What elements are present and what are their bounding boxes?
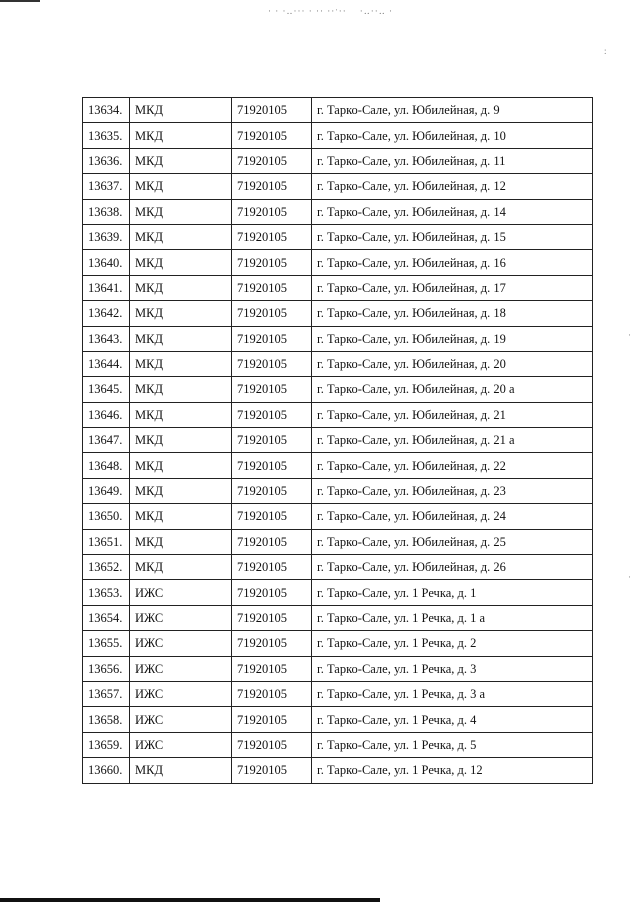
table-row bbox=[83, 681, 593, 706]
row-number-cell: 13647. bbox=[83, 428, 130, 453]
address-cell: г. Тарко-Сале, ул. Юбилейная, д. 23 bbox=[312, 478, 593, 503]
table-row bbox=[83, 351, 593, 376]
row-number-cell: 13645. bbox=[83, 377, 130, 402]
row-number-cell: 13639. bbox=[83, 224, 130, 249]
building-type-cell: МКД bbox=[130, 402, 232, 427]
row-number-cell: 13643. bbox=[83, 326, 130, 351]
scan-artifact: · bbox=[628, 572, 631, 582]
address-cell: г. Тарко-Сале, ул. Юбилейная, д. 18 bbox=[312, 301, 593, 326]
oktmo-code-cell: 71920105 bbox=[232, 428, 312, 453]
table-row bbox=[83, 555, 593, 580]
scan-artifact: : bbox=[604, 46, 607, 56]
table-row bbox=[83, 504, 593, 529]
oktmo-code-cell: 71920105 bbox=[232, 199, 312, 224]
building-type-cell: МКД bbox=[130, 453, 232, 478]
oktmo-code-cell: 71920105 bbox=[232, 529, 312, 554]
row-number-cell: 13644. bbox=[83, 351, 130, 376]
row-number-cell: 13637. bbox=[83, 174, 130, 199]
oktmo-code-cell: 71920105 bbox=[232, 402, 312, 427]
table-row bbox=[83, 428, 593, 453]
table-row bbox=[83, 326, 593, 351]
building-type-cell: МКД bbox=[130, 478, 232, 503]
oktmo-code-cell: 71920105 bbox=[232, 301, 312, 326]
row-number-cell: 13640. bbox=[83, 250, 130, 275]
row-number-cell: 13652. bbox=[83, 555, 130, 580]
building-type-cell: МКД bbox=[130, 199, 232, 224]
oktmo-code-cell: 71920105 bbox=[232, 631, 312, 656]
row-number-cell: 13646. bbox=[83, 402, 130, 427]
row-number-cell: 13642. bbox=[83, 301, 130, 326]
oktmo-code-cell: 71920105 bbox=[232, 656, 312, 681]
table-row bbox=[83, 580, 593, 605]
table-row bbox=[83, 529, 593, 554]
building-type-cell: ИЖС bbox=[130, 681, 232, 706]
row-number-cell: 13651. bbox=[83, 529, 130, 554]
table-row bbox=[83, 656, 593, 681]
scan-artifact: · bbox=[628, 330, 631, 340]
address-cell: г. Тарко-Сале, ул. Юбилейная, д. 16 bbox=[312, 250, 593, 275]
address-table-body bbox=[83, 98, 593, 784]
row-number-cell: 13660. bbox=[83, 758, 130, 783]
oktmo-code-cell: 71920105 bbox=[232, 580, 312, 605]
address-cell: г. Тарко-Сале, ул. Юбилейная, д. 12 bbox=[312, 174, 593, 199]
row-number-cell: 13635. bbox=[83, 123, 130, 148]
address-cell: г. Тарко-Сале, ул. Юбилейная, д. 9 bbox=[312, 98, 593, 123]
address-cell: г. Тарко-Сале, ул. Юбилейная, д. 14 bbox=[312, 199, 593, 224]
row-number-cell: 13655. bbox=[83, 631, 130, 656]
address-cell: г. Тарко-Сале, ул. Юбилейная, д. 25 bbox=[312, 529, 593, 554]
address-table bbox=[82, 97, 593, 784]
address-cell: г. Тарко-Сале, ул. 1 Речка, д. 2 bbox=[312, 631, 593, 656]
address-cell: г. Тарко-Сале, ул. Юбилейная, д. 20 а bbox=[312, 377, 593, 402]
table-row bbox=[83, 174, 593, 199]
row-number-cell: 13653. bbox=[83, 580, 130, 605]
oktmo-code-cell: 71920105 bbox=[232, 123, 312, 148]
address-cell: г. Тарко-Сале, ул. Юбилейная, д. 15 bbox=[312, 224, 593, 249]
oktmo-code-cell: 71920105 bbox=[232, 224, 312, 249]
building-type-cell: МКД bbox=[130, 351, 232, 376]
address-table-container bbox=[82, 97, 592, 784]
oktmo-code-cell: 71920105 bbox=[232, 250, 312, 275]
table-row bbox=[83, 123, 593, 148]
building-type-cell: МКД bbox=[130, 529, 232, 554]
oktmo-code-cell: 71920105 bbox=[232, 504, 312, 529]
oktmo-code-cell: 71920105 bbox=[232, 478, 312, 503]
row-number-cell: 13659. bbox=[83, 732, 130, 757]
oktmo-code-cell: 71920105 bbox=[232, 174, 312, 199]
building-type-cell: МКД bbox=[130, 504, 232, 529]
table-row bbox=[83, 148, 593, 173]
building-type-cell: МКД bbox=[130, 224, 232, 249]
oktmo-code-cell: 71920105 bbox=[232, 707, 312, 732]
building-type-cell: МКД bbox=[130, 326, 232, 351]
address-cell: г. Тарко-Сале, ул. Юбилейная, д. 22 bbox=[312, 453, 593, 478]
row-number-cell: 13649. bbox=[83, 478, 130, 503]
table-row bbox=[83, 377, 593, 402]
row-number-cell: 13641. bbox=[83, 275, 130, 300]
building-type-cell: МКД bbox=[130, 174, 232, 199]
building-type-cell: МКД bbox=[130, 377, 232, 402]
building-type-cell: МКД bbox=[130, 428, 232, 453]
building-type-cell: МКД bbox=[130, 301, 232, 326]
oktmo-code-cell: 71920105 bbox=[232, 351, 312, 376]
address-cell: г. Тарко-Сале, ул. Юбилейная, д. 11 bbox=[312, 148, 593, 173]
table-row bbox=[83, 402, 593, 427]
address-cell: г. Тарко-Сале, ул. Юбилейная, д. 24 bbox=[312, 504, 593, 529]
row-number-cell: 13648. bbox=[83, 453, 130, 478]
building-type-cell: ИЖС bbox=[130, 732, 232, 757]
building-type-cell: ИЖС bbox=[130, 580, 232, 605]
address-cell: г. Тарко-Сале, ул. 1 Речка, д. 5 bbox=[312, 732, 593, 757]
table-row bbox=[83, 275, 593, 300]
table-row bbox=[83, 301, 593, 326]
table-row bbox=[83, 98, 593, 123]
address-cell: г. Тарко-Сале, ул. Юбилейная, д. 21 bbox=[312, 402, 593, 427]
address-cell: г. Тарко-Сале, ул. Юбилейная, д. 10 bbox=[312, 123, 593, 148]
address-cell: г. Тарко-Сале, ул. Юбилейная, д. 21 а bbox=[312, 428, 593, 453]
oktmo-code-cell: 71920105 bbox=[232, 453, 312, 478]
scan-artifact: · · ·‥··· · ·· ··ˑ·· ·‥··‥ · bbox=[268, 6, 393, 16]
building-type-cell: МКД bbox=[130, 148, 232, 173]
oktmo-code-cell: 71920105 bbox=[232, 148, 312, 173]
address-cell: г. Тарко-Сале, ул. 1 Речка, д. 1 а bbox=[312, 605, 593, 630]
oktmo-code-cell: 71920105 bbox=[232, 377, 312, 402]
building-type-cell: ИЖС bbox=[130, 631, 232, 656]
building-type-cell: ИЖС bbox=[130, 605, 232, 630]
scan-edge-line bbox=[0, 0, 40, 2]
building-type-cell: ИЖС bbox=[130, 656, 232, 681]
table-row bbox=[83, 707, 593, 732]
table-row bbox=[83, 199, 593, 224]
row-number-cell: 13657. bbox=[83, 681, 130, 706]
address-cell: г. Тарко-Сале, ул. Юбилейная, д. 19 bbox=[312, 326, 593, 351]
address-cell: г. Тарко-Сале, ул. 1 Речка, д. 4 bbox=[312, 707, 593, 732]
table-row bbox=[83, 758, 593, 783]
address-cell: г. Тарко-Сале, ул. 1 Речка, д. 3 а bbox=[312, 681, 593, 706]
oktmo-code-cell: 71920105 bbox=[232, 555, 312, 580]
oktmo-code-cell: 71920105 bbox=[232, 275, 312, 300]
address-cell: г. Тарко-Сале, ул. 1 Речка, д. 3 bbox=[312, 656, 593, 681]
table-row bbox=[83, 732, 593, 757]
oktmo-code-cell: 71920105 bbox=[232, 605, 312, 630]
address-cell: г. Тарко-Сале, ул. Юбилейная, д. 26 bbox=[312, 555, 593, 580]
address-cell: г. Тарко-Сале, ул. 1 Речка, д. 1 bbox=[312, 580, 593, 605]
scan-edge-line bbox=[0, 898, 380, 902]
oktmo-code-cell: 71920105 bbox=[232, 681, 312, 706]
table-row bbox=[83, 224, 593, 249]
building-type-cell: МКД bbox=[130, 275, 232, 300]
row-number-cell: 13636. bbox=[83, 148, 130, 173]
row-number-cell: 13658. bbox=[83, 707, 130, 732]
building-type-cell: МКД bbox=[130, 555, 232, 580]
table-row bbox=[83, 250, 593, 275]
address-cell: г. Тарко-Сале, ул. Юбилейная, д. 17 bbox=[312, 275, 593, 300]
row-number-cell: 13656. bbox=[83, 656, 130, 681]
table-row bbox=[83, 631, 593, 656]
building-type-cell: ИЖС bbox=[130, 707, 232, 732]
building-type-cell: МКД bbox=[130, 250, 232, 275]
oktmo-code-cell: 71920105 bbox=[232, 98, 312, 123]
table-row bbox=[83, 453, 593, 478]
row-number-cell: 13654. bbox=[83, 605, 130, 630]
oktmo-code-cell: 71920105 bbox=[232, 758, 312, 783]
row-number-cell: 13634. bbox=[83, 98, 130, 123]
row-number-cell: 13638. bbox=[83, 199, 130, 224]
table-row bbox=[83, 478, 593, 503]
building-type-cell: МКД bbox=[130, 98, 232, 123]
oktmo-code-cell: 71920105 bbox=[232, 326, 312, 351]
table-row bbox=[83, 605, 593, 630]
row-number-cell: 13650. bbox=[83, 504, 130, 529]
building-type-cell: МКД bbox=[130, 123, 232, 148]
address-cell: г. Тарко-Сале, ул. 1 Речка, д. 12 bbox=[312, 758, 593, 783]
address-cell: г. Тарко-Сале, ул. Юбилейная, д. 20 bbox=[312, 351, 593, 376]
oktmo-code-cell: 71920105 bbox=[232, 732, 312, 757]
building-type-cell: МКД bbox=[130, 758, 232, 783]
